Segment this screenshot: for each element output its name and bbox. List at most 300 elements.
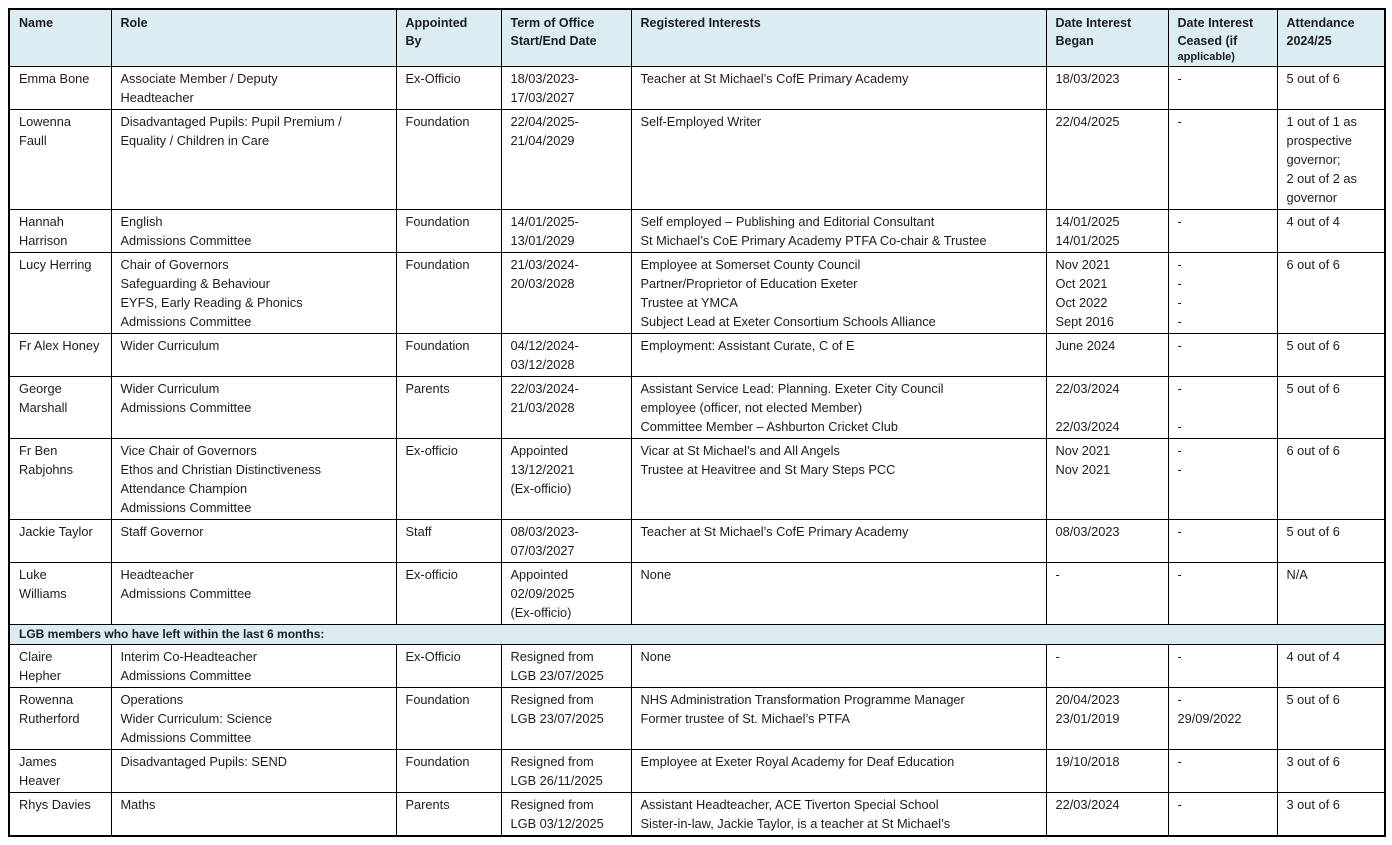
cell-appointed [396, 563, 501, 625]
cell-attendance [1277, 253, 1385, 334]
cell-began [1046, 377, 1168, 439]
cell-line: Parents [405, 381, 450, 396]
cell-appointed [396, 67, 501, 110]
cell-attendance [1277, 67, 1385, 110]
cell-line: Vicar at St Michael’s and All Angels [640, 443, 840, 458]
cell-line: By [405, 34, 422, 48]
cell-appointed [396, 439, 501, 520]
cell-line: Oct 2021 [1055, 276, 1108, 291]
cell-attendance [1277, 793, 1385, 837]
cell-line: employee (officer, not elected Member) [640, 400, 863, 415]
cell-role [111, 750, 396, 793]
cell-line: Name [19, 16, 54, 30]
column-header-name [9, 9, 111, 67]
cell-line: Sept 2016 [1055, 314, 1114, 329]
cell-line: (Ex-officio) [510, 605, 572, 620]
cell-line: James [19, 754, 57, 769]
cell-appointed [396, 110, 501, 210]
cell-line: Start/End Date [510, 34, 597, 48]
cell-line: - [1177, 754, 1182, 769]
column-header-attendance [1277, 9, 1385, 67]
cell-role [111, 210, 396, 253]
cell-line: 22/03/2024 [1055, 381, 1120, 396]
cell-line: June 2024 [1055, 338, 1116, 353]
cell-term [501, 253, 631, 334]
cell-line: LGB 23/07/2025 [510, 711, 604, 726]
cell-role [111, 688, 396, 750]
cell-line: governor [1286, 190, 1338, 205]
cell-line: Ex-Officio [405, 71, 461, 86]
cell-ceased [1168, 253, 1277, 334]
cell-line: 2 out of 2 as [1286, 171, 1357, 186]
column-header-appointed [396, 9, 501, 67]
cell-began [1046, 67, 1168, 110]
cell-line: Foundation [405, 114, 470, 129]
cell-line: 22/04/2025 [1055, 114, 1120, 129]
cell-interests [631, 439, 1046, 520]
cell-line: Ex-Officio [405, 649, 461, 664]
cell-line: Resigned from [510, 649, 594, 664]
column-header-ceased [1168, 9, 1277, 67]
cell-line: Attendance Champion [120, 481, 248, 496]
cell-term [501, 67, 631, 110]
cell-began [1046, 645, 1168, 688]
cell-attendance [1277, 688, 1385, 750]
cell-appointed [396, 210, 501, 253]
cell-line: 08/03/2023- [510, 524, 579, 539]
cell-line: 4 out of 4 [1286, 649, 1340, 664]
cell-line: Foundation [405, 338, 470, 353]
cell-line: Harrison [19, 233, 68, 248]
cell-line: Foundation [405, 214, 470, 229]
cell-role [111, 67, 396, 110]
table-row-former-member [9, 645, 1385, 688]
cell-line: Safeguarding & Behaviour [120, 276, 270, 291]
cell-attendance [1277, 645, 1385, 688]
cell-line: Fr Ben [19, 443, 58, 458]
cell-line: 1 out of 1 as [1286, 114, 1357, 129]
cell-line: Sister-in-law, Jackie Taylor, is a teacher at St Michael’s [640, 816, 951, 831]
cell-interests [631, 750, 1046, 793]
cell-ceased [1168, 750, 1277, 793]
cell-term [501, 793, 631, 837]
cell-appointed [396, 253, 501, 334]
cell-line: Appointed [510, 443, 569, 458]
section-divider-row [9, 625, 1385, 645]
cell-interests [631, 377, 1046, 439]
cell-began [1046, 253, 1168, 334]
cell-name [9, 210, 111, 253]
cell-line: EYFS, Early Reading & Phonics [120, 295, 303, 310]
cell-line: Assistant Headteacher, ACE Tiverton Special School [640, 797, 939, 812]
cell-began [1046, 210, 1168, 253]
cell-line: - [1177, 276, 1182, 291]
cell-attendance [1277, 377, 1385, 439]
cell-term [501, 439, 631, 520]
cell-line: 04/12/2024- [510, 338, 579, 353]
cell-term [501, 334, 631, 377]
cell-line: 07/03/2027 [510, 543, 575, 558]
table-row-former-member [9, 750, 1385, 793]
cell-line: 03/12/2028 [510, 357, 575, 372]
cell-attendance [1277, 439, 1385, 520]
cell-line: 17/03/2027 [510, 90, 575, 105]
cell-line: - [1055, 649, 1060, 664]
cell-line: Partner/Proprietor of Education Exeter [640, 276, 858, 291]
cell-line: - [1177, 443, 1182, 458]
cell-line: Faull [19, 133, 47, 148]
cell-line: Operations [120, 692, 184, 707]
cell-line: Employment: Assistant Curate, C of E [640, 338, 855, 353]
cell-line: Committee Member – Ashburton Cricket Club [640, 419, 898, 434]
cell-line: Jackie Taylor [19, 524, 93, 539]
cell-line: Teacher at St Michael’s CofE Primary Academy [640, 71, 909, 86]
cell-role [111, 253, 396, 334]
cell-ceased [1168, 110, 1277, 210]
cell-line: Date Interest [1177, 16, 1254, 30]
cell-line: Parents [405, 797, 450, 812]
cell-line: Attendance [1286, 16, 1355, 30]
cell-line: - [1177, 462, 1182, 477]
cell-term [501, 520, 631, 563]
cell-term [501, 563, 631, 625]
cell-line: Trustee at Heavitree and St Mary Steps PCC [640, 462, 896, 477]
header-row [9, 9, 1385, 67]
cell-line: 08/03/2023 [1055, 524, 1120, 539]
cell-ceased [1168, 377, 1277, 439]
cell-line: - [1177, 314, 1182, 329]
cell-line: Lowenna [19, 114, 71, 129]
cell-line: Admissions Committee [120, 730, 252, 745]
cell-line: - [1177, 71, 1182, 86]
cell-line: Foundation [405, 257, 470, 272]
cell-name [9, 750, 111, 793]
cell-line: Associate Member / Deputy [120, 71, 278, 86]
cell-line: Employee at Somerset County Council [640, 257, 861, 272]
cell-line: Resigned from [510, 754, 594, 769]
cell-line: - [1177, 338, 1182, 353]
cell-line: 14/01/2025- [510, 214, 579, 229]
cell-line: Admissions Committee [120, 400, 252, 415]
cell-line: Chair of Governors [120, 257, 229, 272]
cell-name [9, 520, 111, 563]
cell-line: Foundation [405, 692, 470, 707]
cell-line: Resigned from [510, 692, 594, 707]
cell-line: LGB 26/11/2025 [510, 773, 603, 788]
cell-line: Rabjohns [19, 462, 74, 477]
cell-line: Hepher [19, 668, 61, 683]
table-row-member [9, 67, 1385, 110]
cell-line: 18/03/2023 [1055, 71, 1120, 86]
cell-attendance [1277, 520, 1385, 563]
cell-line: Nov 2021 [1055, 462, 1111, 477]
cell-line: - [1055, 567, 1060, 582]
cell-line: - [1177, 524, 1182, 539]
cell-line: Date Interest [1055, 16, 1132, 30]
cell-name [9, 793, 111, 837]
table-row-member [9, 563, 1385, 625]
table-row-member [9, 520, 1385, 563]
cell-line: 5 out of 6 [1286, 381, 1340, 396]
cell-name [9, 439, 111, 520]
cell-line: 3 out of 6 [1286, 797, 1340, 812]
cell-line: Interim Co-Headteacher [120, 649, 258, 664]
cell-line: LGB 03/12/2025 [510, 816, 604, 831]
cell-line: 14/01/2025 [1055, 214, 1120, 229]
cell-line: - [1177, 692, 1182, 707]
cell-line: Fr Alex Honey [19, 338, 100, 353]
cell-interests [631, 210, 1046, 253]
column-header-term [501, 9, 631, 67]
cell-interests [631, 793, 1046, 837]
cell-line: Luke [19, 567, 47, 582]
table-row-member [9, 377, 1385, 439]
cell-began [1046, 750, 1168, 793]
cell-term [501, 377, 631, 439]
cell-line: 5 out of 6 [1286, 71, 1340, 86]
cell-line: 21/03/2024- [510, 257, 579, 272]
cell-line: 21/04/2029 [510, 133, 575, 148]
cell-began [1046, 688, 1168, 750]
cell-line: 21/03/2028 [510, 400, 575, 415]
cell-line: 5 out of 6 [1286, 524, 1340, 539]
cell-began [1046, 793, 1168, 837]
cell-line: - [1177, 295, 1182, 310]
table-row-member [9, 253, 1385, 334]
cell-line: prospective [1286, 133, 1352, 148]
cell-line: None [640, 649, 672, 664]
cell-line: 22/03/2024 [1055, 419, 1120, 434]
cell-name [9, 563, 111, 625]
cell-interests [631, 520, 1046, 563]
cell-line: Began [1055, 34, 1094, 48]
cell-line: Self-Employed Writer [640, 114, 762, 129]
cell-role [111, 334, 396, 377]
cell-line: - [1177, 649, 1182, 664]
cell-began [1046, 439, 1168, 520]
cell-appointed [396, 520, 501, 563]
cell-line: 13/12/2021 [510, 462, 575, 477]
table-row-member [9, 334, 1385, 377]
cell-line: 20/04/2023 [1055, 692, 1120, 707]
cell-attendance [1277, 563, 1385, 625]
cell-line: Appointed [405, 16, 468, 30]
cell-appointed [396, 334, 501, 377]
cell-line: 22/03/2024- [510, 381, 579, 396]
cell-ceased [1168, 67, 1277, 110]
cell-line: Wider Curriculum [120, 338, 220, 353]
cell-term [501, 688, 631, 750]
cell-line: Role [120, 16, 148, 30]
cell-line: 4 out of 4 [1286, 214, 1340, 229]
cell-line: Wider Curriculum [120, 381, 220, 396]
cell-ceased [1168, 688, 1277, 750]
cell-appointed [396, 377, 501, 439]
cell-line: NHS Administration Transformation Programme Manager [640, 692, 965, 707]
table-row-former-member [9, 793, 1385, 837]
cell-interests [631, 688, 1046, 750]
cell-line: Ex-officio [405, 443, 458, 458]
cell-line: Rowenna [19, 692, 74, 707]
cell-ceased [1168, 439, 1277, 520]
cell-line: applicable) [1177, 51, 1235, 63]
cell-line: Disadvantaged Pupils: Pupil Premium / [120, 114, 342, 129]
cell-line: Ceased (if [1177, 34, 1238, 48]
cell-line: 14/01/2025 [1055, 233, 1120, 248]
cell-line: Rutherford [19, 711, 80, 726]
cell-line: Staff Governor [120, 524, 204, 539]
cell-appointed [396, 750, 501, 793]
cell-line: 2024/25 [1286, 34, 1332, 48]
cell-ceased [1168, 520, 1277, 563]
cell-name [9, 67, 111, 110]
cell-line: Nov 2021 [1055, 443, 1111, 458]
cell-name [9, 334, 111, 377]
cell-line: Rhys Davies [19, 797, 91, 812]
cell-line: 6 out of 6 [1286, 257, 1340, 272]
cell-line: - [1177, 381, 1182, 396]
cell-line: Ethos and Christian Distinctiveness [120, 462, 322, 477]
cell-line: N/A [1286, 567, 1308, 582]
cell-interests [631, 110, 1046, 210]
table-row-member [9, 210, 1385, 253]
column-header-interests [631, 9, 1046, 67]
cell-interests [631, 334, 1046, 377]
cell-line: 5 out of 6 [1286, 338, 1340, 353]
cell-appointed [396, 688, 501, 750]
cell-line: Former trustee of St. Michael’s PTFA [640, 711, 851, 726]
cell-line: - [1177, 797, 1182, 812]
cell-role [111, 520, 396, 563]
cell-line: Hannah [19, 214, 64, 229]
cell-ceased [1168, 645, 1277, 688]
cell-name [9, 688, 111, 750]
cell-line: - [1177, 114, 1182, 129]
cell-line: 22/03/2024 [1055, 797, 1120, 812]
cell-line: None [640, 567, 672, 582]
cell-line: 29/09/2022 [1177, 711, 1242, 726]
cell-appointed [396, 645, 501, 688]
cell-line: 02/09/2025 [510, 586, 575, 601]
cell-attendance [1277, 334, 1385, 377]
cell-line: Headteacher [120, 567, 194, 582]
cell-line: 6 out of 6 [1286, 443, 1340, 458]
table-body [9, 67, 1385, 837]
cell-line: 23/01/2019 [1055, 711, 1120, 726]
cell-line: Equality / Children in Care [120, 133, 270, 148]
cell-line: Vice Chair of Governors [120, 443, 257, 458]
cell-name [9, 377, 111, 439]
cell-began [1046, 334, 1168, 377]
cell-interests [631, 67, 1046, 110]
cell-line: Wider Curriculum: Science [120, 711, 272, 726]
cell-line: Maths [120, 797, 156, 812]
cell-line: Emma Bone [19, 71, 90, 86]
cell-line: Nov 2021 [1055, 257, 1111, 272]
cell-line: Headteacher [120, 90, 194, 105]
cell-line: 5 out of 6 [1286, 692, 1340, 707]
cell-line: Lucy Herring [19, 257, 92, 272]
cell-line [1178, 398, 1271, 417]
cell-line: Subject Lead at Exeter Consortium Schools Alliance [640, 314, 936, 329]
cell-ceased [1168, 563, 1277, 625]
cell-line: Williams [19, 586, 67, 601]
cell-name [9, 253, 111, 334]
cell-line: 13/01/2029 [510, 233, 575, 248]
cell-line: governor; [1286, 152, 1341, 167]
cell-line: Oct 2022 [1055, 295, 1108, 310]
cell-attendance [1277, 110, 1385, 210]
cell-line: George [19, 381, 62, 396]
cell-line: Resigned from [510, 797, 594, 812]
cell-line: (Ex-officio) [510, 481, 572, 496]
cell-role [111, 439, 396, 520]
cell-interests [631, 253, 1046, 334]
cell-term [501, 210, 631, 253]
cell-line: - [1177, 214, 1182, 229]
cell-interests [631, 645, 1046, 688]
cell-line: 22/04/2025- [510, 114, 579, 129]
cell-line: Claire [19, 649, 53, 664]
cell-line: 18/03/2023- [510, 71, 579, 86]
cell-name [9, 110, 111, 210]
cell-ceased [1168, 334, 1277, 377]
table-row-member [9, 439, 1385, 520]
table-row-former-member [9, 688, 1385, 750]
governors-register-table [8, 8, 1386, 837]
cell-line: Heaver [19, 773, 61, 788]
cell-line: St Michael’s CoE Primary Academy PTFA Co-chair & Trustee [640, 233, 987, 248]
cell-role [111, 377, 396, 439]
cell-line: Marshall [19, 400, 68, 415]
cell-line: Assistant Service Lead: Planning. Exeter City Council [640, 381, 944, 396]
cell-line: Admissions Committee [120, 586, 252, 601]
column-header-role [111, 9, 396, 67]
cell-ceased [1168, 210, 1277, 253]
cell-line: Staff [405, 524, 432, 539]
cell-line: Teacher at St Michael’s CofE Primary Academy [640, 524, 909, 539]
cell-line: Trustee at YMCA [640, 295, 738, 310]
cell-line: English [120, 214, 163, 229]
cell-role [111, 110, 396, 210]
cell-line: Admissions Committee [120, 314, 252, 329]
cell-role [111, 563, 396, 625]
section-divider-label: LGB members who have left within the last 6 months: [9, 625, 1385, 645]
cell-role [111, 793, 396, 837]
cell-line: Admissions Committee [120, 500, 252, 515]
cell-interests [631, 563, 1046, 625]
cell-line: Self employed – Publishing and Editorial Consultant [640, 214, 935, 229]
cell-line: - [1177, 257, 1182, 272]
cell-line: - [1177, 567, 1182, 582]
cell-line: Foundation [405, 754, 470, 769]
column-header-began [1046, 9, 1168, 67]
table-row-member [9, 110, 1385, 210]
cell-term [501, 110, 631, 210]
cell-line: Admissions Committee [120, 233, 252, 248]
cell-name [9, 645, 111, 688]
cell-line: - [1177, 419, 1182, 434]
cell-line [1056, 398, 1162, 417]
cell-line: Employee at Exeter Royal Academy for Deaf Education [640, 754, 955, 769]
cell-line: Appointed [510, 567, 569, 582]
cell-line: 20/03/2028 [510, 276, 575, 291]
cell-attendance [1277, 210, 1385, 253]
cell-line: Registered Interests [640, 16, 761, 30]
cell-line: 3 out of 6 [1286, 754, 1340, 769]
cell-line: 19/10/2018 [1055, 754, 1120, 769]
cell-role [111, 645, 396, 688]
